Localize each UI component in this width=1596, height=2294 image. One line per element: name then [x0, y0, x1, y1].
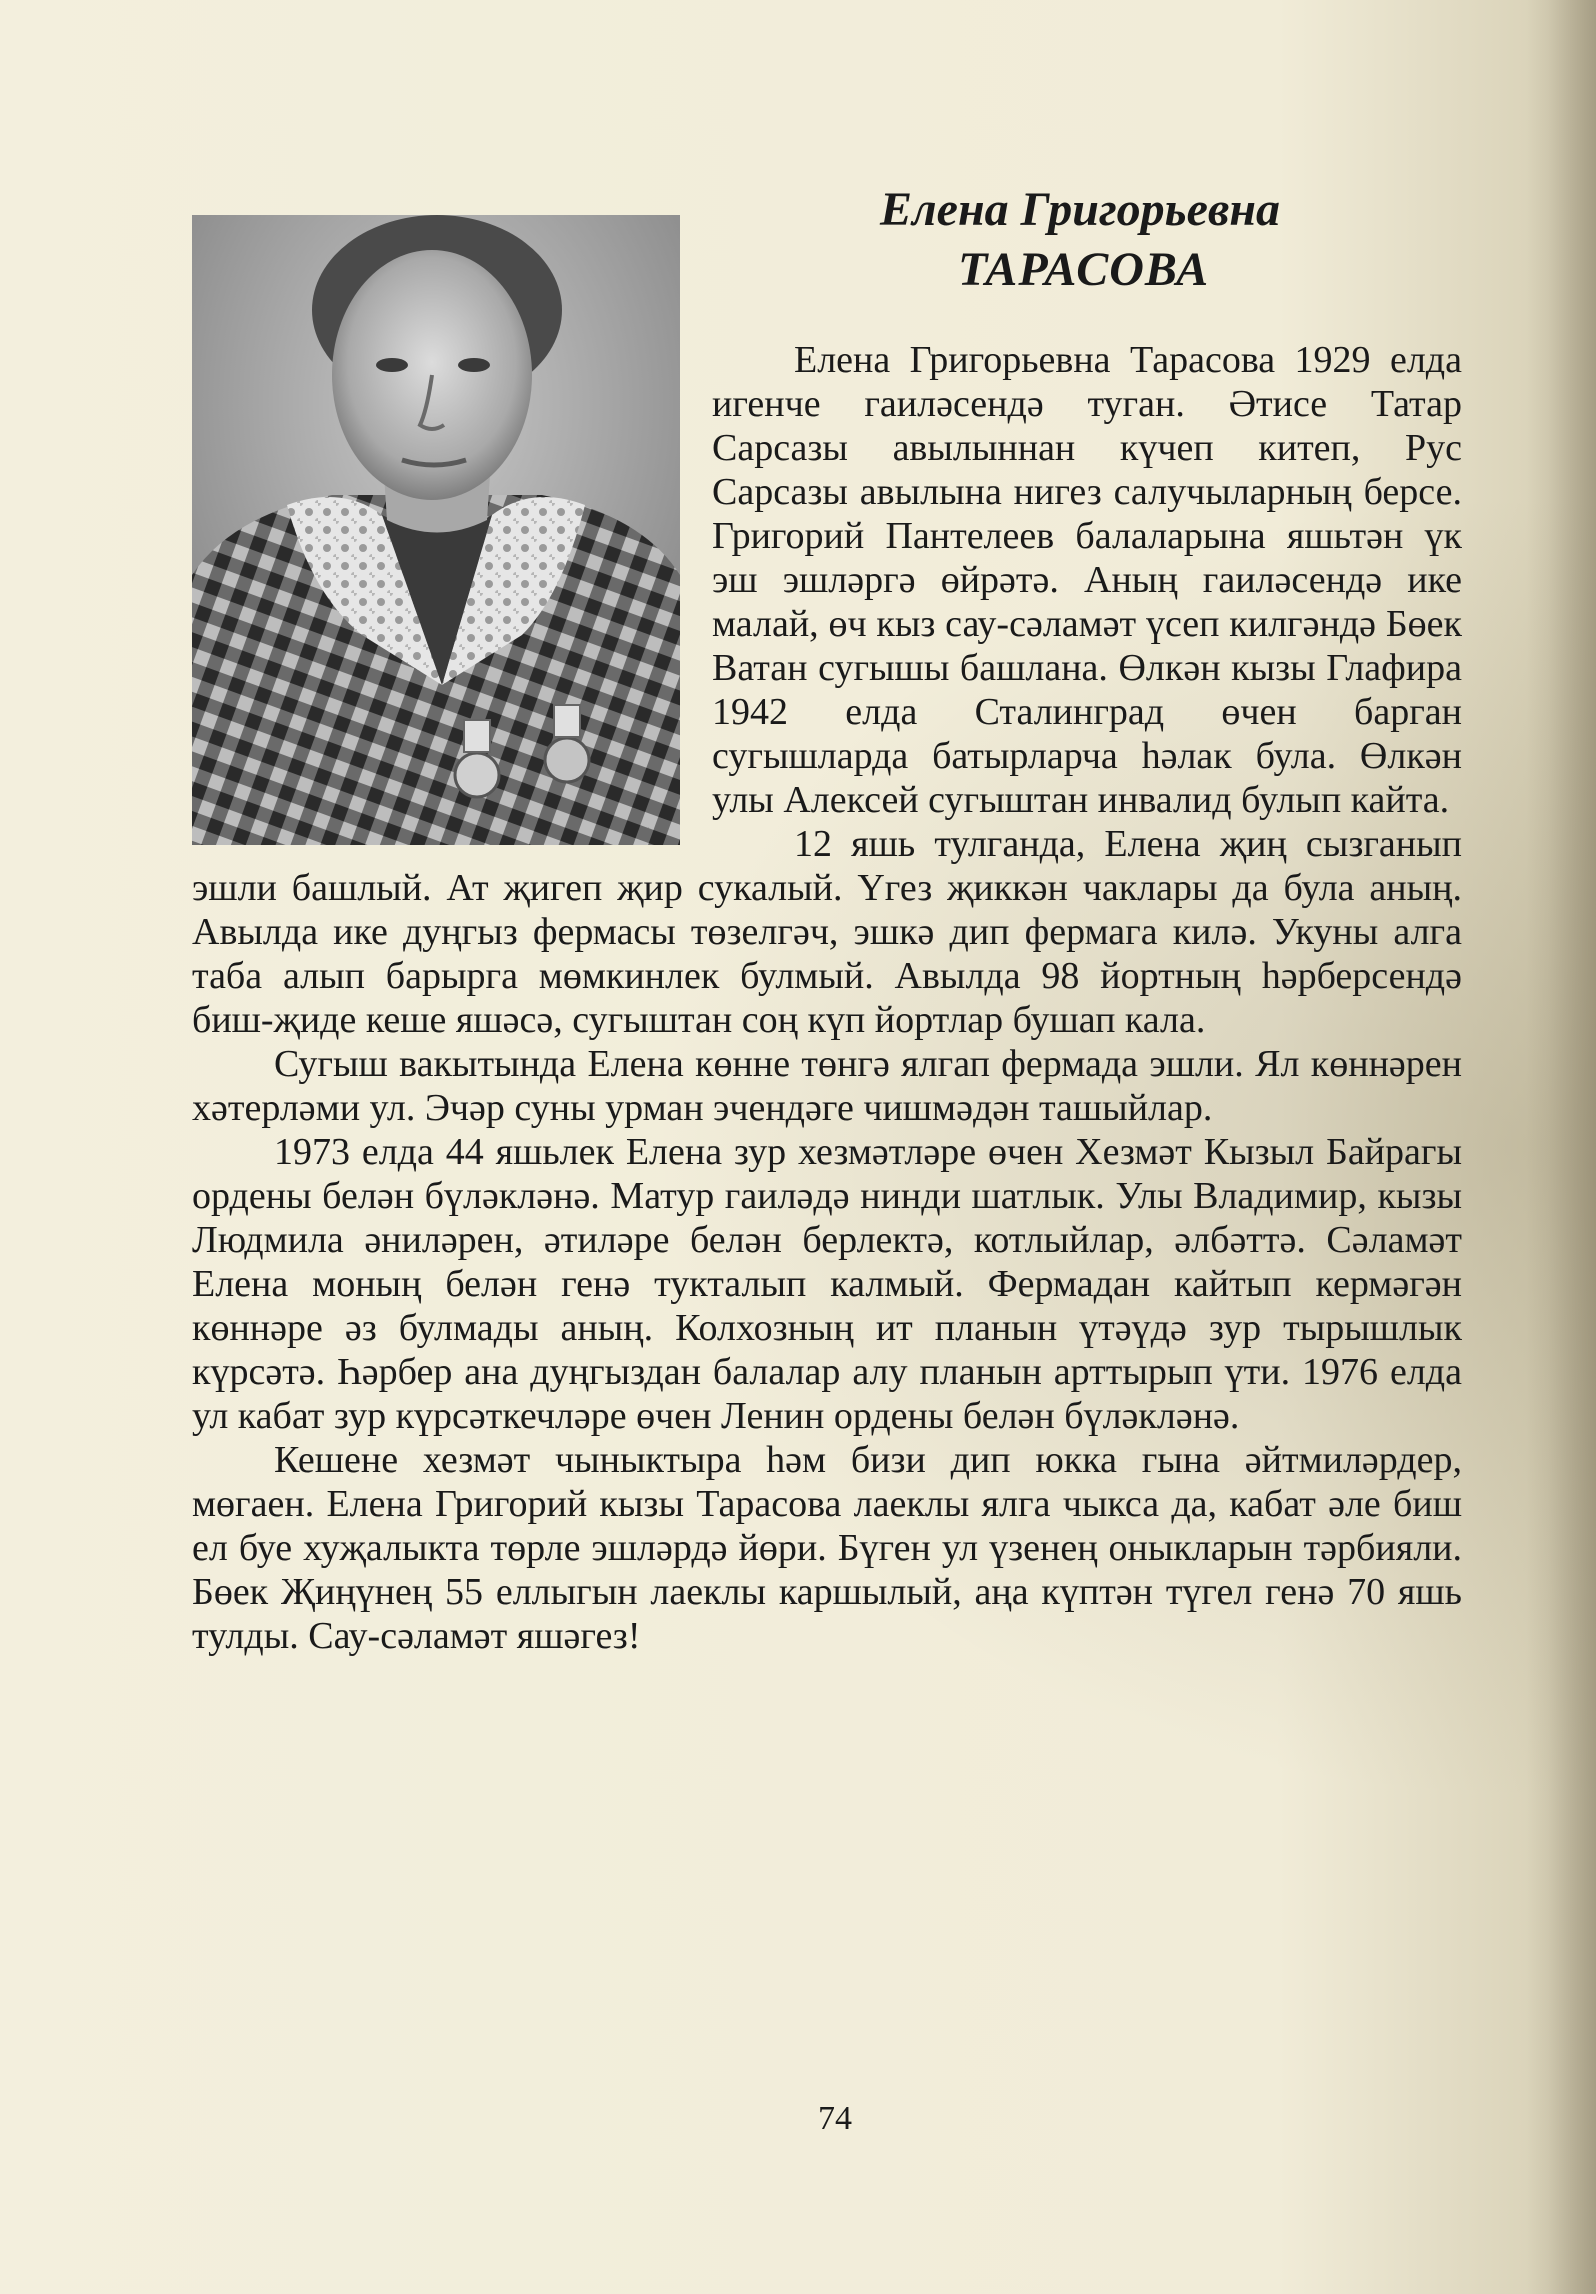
page-number: 74: [818, 2100, 852, 2137]
paragraph-3: Сугыш вакытында Елена көнне төнгә ялгап фермада эшли. Ял көннәрен хәтерләми ул. Эчәр суны урман эчендәге чишмәдән ташыйлар.: [192, 1043, 1462, 1129]
article-heading: [780, 180, 1380, 300]
spine-shadow: [1526, 0, 1596, 2294]
paragraph-2: 12 яшь тулганда, Елена җиң сызганып эшли башлый. Ат җигеп җир сукалый. Үгез җиккән чаклары да була аның. Авылда ике дуңгыз фермасы төзелгәч, эшкә дип фермага килә. Укуны алга таба алып барырга мөмкинлек булмый. Авылда 98 йортның һәрберсендә биш-җиде кеше яшәсә, сугыштан соң күп йортлар бушап кала.: [192, 823, 1462, 1041]
paragraph-4: 1973 елда 44 яшьлек Елена зур хезмәтләре өчен Хезмәт Кызыл Байрагы ордены белән бүләкләнә. Матур гаиләдә нинди шатлык. Улы Владимир, кызы Людмила әниләрен, әтиләре белән берлектә, котлыйлар, әлбәттә. Сәламәт Елена моның белән генә тукталып калмый. Фермадан кайтып кермәгән көннәре әз булмады аның. Колхозның ит планын үтәүдә зур тырышлык күрсәтә. Һәрбер ана дуңгыздан балалар алу планын арттырып үти. 1976 елда ул кабат зур күрсәткечләре өчен Ленин ордены белән бүләкләнә.: [192, 1131, 1462, 1437]
paragraph-5: Кешене хезмәт чыныктыра һәм бизи дип юкка гына әйтмиләрдер, мөгаен. Елена Григорий кызы Тарасова лаеклы ялга чыкса да, кабат әле биш ел буе хуҗалыкта төрле эшләрдә йөри. Бүген ул үзенең оныкларын тәрбияли. Бөек Җиңүнең 55 еллыгын лаеклы каршылый, аңа күптән түгел генә 70 яшь тулды. Сау-сәламәт яшәгез!: [192, 1439, 1462, 1657]
paragraph-1: Елена Григорьевна Тарасова 1929 елда игенче гаиләсендә туган. Әтисе Татар Сарсазы авылыннан күчеп китеп, Рус Сарсазы авылына нигез салучыларның берсе. Григорий Пантелеев балаларына яшьтән үк эш эшләргә өйрәтә. Аның гаиләсендә ике малай, өч кыз сау-сәламәт үсеп килгәндә Бөек Ватан сугышы башлана. Өлкән кызы Глафира 1942 елда Сталинград өчен барган сугышларда батырларча һәлак була. Өлкән улы Алексей сугыштан инвалид булып кайта.: [712, 339, 1462, 821]
heading-last-name: ТАРАСОВА: [958, 243, 1210, 296]
article-body: [192, 338, 1462, 1658]
photo-wrap-space: [192, 338, 712, 858]
heading-first-name: Елена Григорьевна: [880, 183, 1281, 236]
